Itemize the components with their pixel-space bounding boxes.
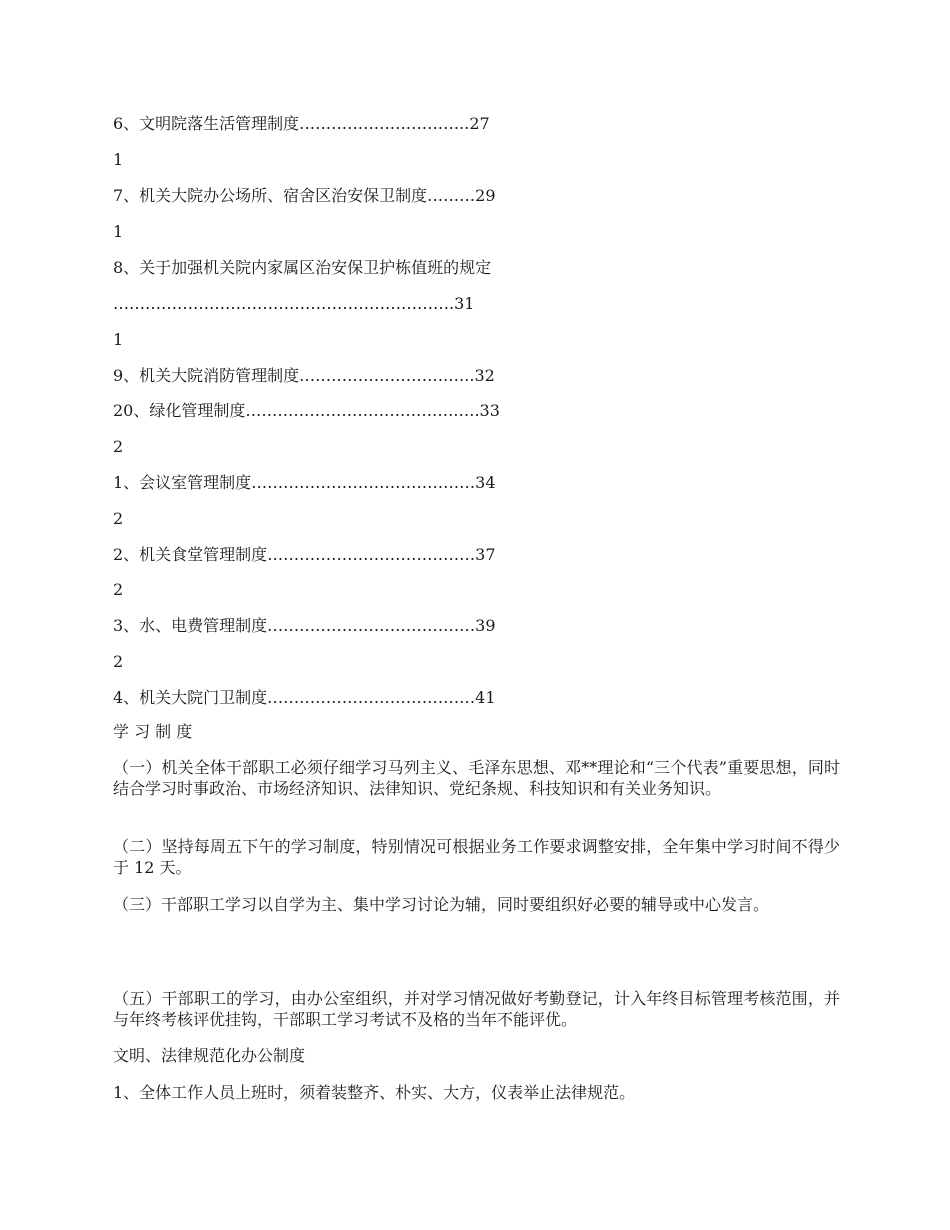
toc-item-21: 1、会议室管理制度……………………………………34: [113, 473, 496, 492]
toc-item-8-continuation: ……………………………………………………….31: [113, 294, 475, 313]
study-paragraph-3: （三）干部职工学习以自学为主、集中学习讨论为辅，同时要组织好必要的辅导或中心发言。: [113, 895, 770, 914]
study-section-heading: 学 习 制 度: [113, 722, 193, 741]
toc-item-8: 8、关于加强机关院内家属区治安保卫护栋值班的规定: [113, 258, 492, 277]
toc-item-7: 7、机关大院办公场所、宿舍区治安保卫制度………29: [113, 186, 496, 205]
toc-item-9: 9、机关大院消防管理制度……………………….…..32: [113, 366, 495, 385]
toc-item-23: 3、水、电费管理制度…………………………………39: [113, 616, 496, 635]
study-paragraph-1: （一）机关全体干部职工必须仔细学习马列主义、毛泽东思想、邓**理论和“三个代表”重要思想，同时结合学习时事政治、市场经济知识、法律知识、党纪条规、科技知识和有关业务知识。: [113, 758, 840, 798]
toc-item-24: 4、机关大院门卫制度…………………………………41: [113, 688, 496, 707]
toc-item-20: 20、绿化管理制度………………………………….….33: [113, 401, 500, 420]
toc-separator: 1: [113, 222, 124, 241]
study-paragraph-5: （五）干部职工的学习，由办公室组织，并对学习情况做好考勤登记，计入年终目标管理考核范围，并与年终考核评优挂钩，干部职工学习考试不及格的当年不能评优。: [113, 989, 840, 1029]
toc-separator: 1: [113, 150, 124, 169]
office-paragraph-1: 1、全体工作人员上班时，须着装整齐、朴实、大方，仪表举止法律规范。: [113, 1083, 636, 1102]
office-section-heading: 文明、法律规范化办公制度: [113, 1046, 306, 1065]
toc-item-6: 6、文明院落生活管理制度…………………………..27: [113, 114, 490, 133]
toc-separator: 2: [113, 437, 124, 456]
study-paragraph-2: （二）坚持每周五下午的学习制度，特别情况可根据业务工作要求调整安排，全年集中学习时间不得少于 12 天。: [113, 837, 840, 877]
toc-separator: 2: [113, 580, 124, 599]
toc-separator: 1: [113, 330, 124, 349]
toc-separator: 2: [113, 652, 124, 671]
toc-item-22: 2、机关食堂管理制度…………………………………37: [113, 545, 496, 564]
toc-separator: 2: [113, 509, 124, 528]
